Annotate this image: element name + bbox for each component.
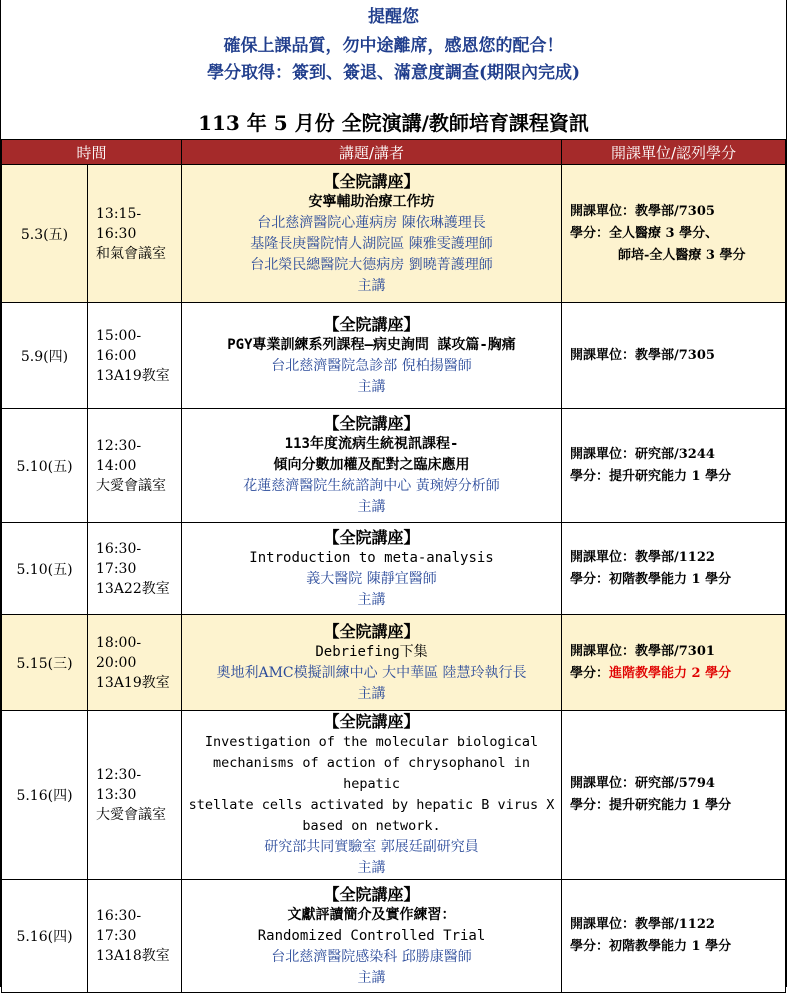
row-time xyxy=(88,880,182,993)
credit-label xyxy=(570,663,785,685)
speaker: 花蓮慈濟醫院生統諮詢中心 黃琬婷分析師 xyxy=(243,478,500,494)
row-topic xyxy=(182,615,562,711)
lecture-tag: 【全院講座】 xyxy=(323,884,420,904)
lecture-title: Debriefing下集 xyxy=(315,643,428,660)
reminder-heading: 提醒您 xyxy=(368,7,419,27)
room: 13A22教室 xyxy=(96,580,170,597)
speaker-role: 主講 xyxy=(357,378,386,395)
row-time xyxy=(88,711,182,880)
lecture-title: 113年度流病生統視訊課程- xyxy=(284,436,459,452)
lecture-tag: 【全院講座】 xyxy=(323,414,420,433)
row-date: 5.9(四) xyxy=(2,303,88,409)
row-date: 5.10(五) xyxy=(2,523,88,615)
course-table xyxy=(1,139,786,993)
row-time xyxy=(88,409,182,523)
lecture-title: PGY專業訓練系列課程—病史詢問 謀攻篇-胸痛 xyxy=(227,336,516,353)
row-unit xyxy=(562,409,786,523)
lecture-title-line: based on network. xyxy=(302,818,441,834)
lecture-tag: 【全院講座】 xyxy=(323,527,420,547)
row-time xyxy=(88,165,182,303)
row-topic xyxy=(182,523,562,615)
table-row xyxy=(2,409,786,523)
unit-label: 開課單位：教學部/1122 xyxy=(570,917,715,932)
row-date: 5.16(四) xyxy=(2,880,88,993)
header-topic: 講題/講者 xyxy=(182,140,562,165)
row-topic xyxy=(182,711,562,880)
row-date: 5.10(五) xyxy=(2,409,88,523)
row-topic xyxy=(182,303,562,409)
speaker-role: 主講 xyxy=(357,591,386,608)
speaker: 奧地利AMC模擬訓練中心 大中華區 陸慧玲執行長 xyxy=(216,664,527,681)
page-title: 113 年 5 月份 全院演講/教師培育課程資訊 xyxy=(198,111,589,135)
lecture-tag: 【全院講座】 xyxy=(323,712,420,731)
speaker: 台北慈濟醫院心蓮病房 陳依琳護理長 xyxy=(257,214,486,231)
row-unit xyxy=(562,711,786,880)
speaker: 義大醫院 陳靜宜醫師 xyxy=(306,570,437,587)
lecture-tag: 【全院講座】 xyxy=(323,314,420,334)
room: 大愛會議室 xyxy=(96,807,166,823)
speaker-role: 主講 xyxy=(357,685,386,702)
table-row xyxy=(2,615,786,711)
speaker: 台北慈濟醫院感染科 邱勝康醫師 xyxy=(271,948,472,965)
credit-label: 學分：初階教學能力 1 學分 xyxy=(570,939,732,954)
credit-label: 學分：初階教學能力 1 學分 xyxy=(570,571,732,587)
lecture-tag: 【全院講座】 xyxy=(323,621,420,641)
time-range: 16:30-17:30 xyxy=(96,540,142,577)
unit-label: 開課單位：研究部/3244 xyxy=(570,446,715,462)
unit-label: 開課單位：教學部/7305 xyxy=(570,347,715,363)
unit-label: 開課單位：教學部/7305 xyxy=(570,203,715,219)
credit-label: 學分：提升研究能力 1 學分 xyxy=(570,798,732,813)
lecture-tag: 【全院講座】 xyxy=(323,171,420,191)
speaker-role: 主講 xyxy=(357,499,386,515)
time-range: 16:30-17:30 xyxy=(96,908,142,944)
lecture-title: 文獻評讀簡介及實作練習： xyxy=(287,906,456,923)
time-range: 15:00-16:00 xyxy=(96,327,142,364)
room: 13A19教室 xyxy=(96,674,170,691)
speaker-role: 主講 xyxy=(357,969,386,986)
header-time: 時間 xyxy=(2,140,182,165)
speaker: 研究部共同實驗室 郭展廷副研究員 xyxy=(264,839,479,855)
table-row xyxy=(2,303,786,409)
speaker: 基隆長庚醫院情人湖院區 陳雅雯護理師 xyxy=(250,235,493,252)
speaker-role: 主講 xyxy=(357,277,386,294)
room: 13A19教室 xyxy=(96,367,170,384)
lecture-title-line: mechanisms of action of chrysophanol in hepatic xyxy=(213,755,530,792)
lecture-title-line: stellate cells activated by hepatic B virus X xyxy=(188,797,555,813)
table-header xyxy=(2,140,786,165)
time-range: 18:00-20:00 xyxy=(96,634,142,671)
table-row xyxy=(2,523,786,615)
row-topic xyxy=(182,409,562,523)
credit-label: 學分：提升研究能力 1 學分 xyxy=(570,468,732,484)
credit-label: 學分：全人醫療 3 學分、 xyxy=(570,225,719,241)
reminder-credit-rule: 學分取得：簽到、簽退、滿意度調查(期限內完成) xyxy=(206,63,581,83)
row-date: 5.3(五) xyxy=(2,165,88,303)
row-time xyxy=(88,615,182,711)
row-time xyxy=(88,523,182,615)
row-unit xyxy=(562,880,786,993)
lecture-title: Introduction to meta-analysis xyxy=(249,549,494,566)
table-row xyxy=(2,711,786,880)
time-range: 12:30-13:30 xyxy=(96,767,142,803)
credit-label-2: 師培-全人醫療 3 學分 xyxy=(618,247,746,263)
row-topic xyxy=(182,165,562,303)
room: 大愛會議室 xyxy=(96,477,166,494)
time-range: 12:30-14:00 xyxy=(96,437,142,474)
credit-highlight: 進階教學能力 2 學分 xyxy=(609,665,732,681)
unit-label: 開課單位：教學部/1122 xyxy=(570,549,715,565)
credit-prefix: 學分： xyxy=(570,665,610,681)
room: 和氣會議室 xyxy=(96,245,166,262)
row-unit xyxy=(562,165,786,303)
row-date: 5.15(三) xyxy=(2,615,88,711)
row-time xyxy=(88,303,182,409)
row-unit xyxy=(562,615,786,711)
row-unit xyxy=(562,523,786,615)
lecture-title-2: 傾向分數加權及配對之臨床應用 xyxy=(273,457,470,473)
time-range: 13:15-16:30 xyxy=(96,205,142,242)
lecture-title: 安寧輔助治療工作坊 xyxy=(308,193,435,210)
room: 13A18教室 xyxy=(96,948,170,964)
row-date: 5.16(四) xyxy=(2,711,88,880)
table-row xyxy=(2,165,786,303)
speaker: 台北慈濟醫院急診部 倪柏揚醫師 xyxy=(271,357,472,374)
table-row xyxy=(2,880,786,993)
unit-label: 開課單位：研究部/5794 xyxy=(570,776,715,791)
lecture-title-2: Randomized Controlled Trial xyxy=(257,927,486,944)
unit-label: 開課單位：教學部/7301 xyxy=(570,643,715,659)
speaker-role: 主講 xyxy=(357,860,386,876)
row-topic xyxy=(182,880,562,993)
header-unit: 開課單位/認列學分 xyxy=(562,140,786,165)
reminder-line: 確保上課品質，勿中途離席，感恩您的配合！ xyxy=(223,36,564,56)
row-unit xyxy=(562,303,786,409)
lecture-title-line: Investigation of the molecular biological xyxy=(204,734,539,750)
speaker: 台北榮民總醫院大德病房 劉曉菁護理師 xyxy=(250,256,493,273)
